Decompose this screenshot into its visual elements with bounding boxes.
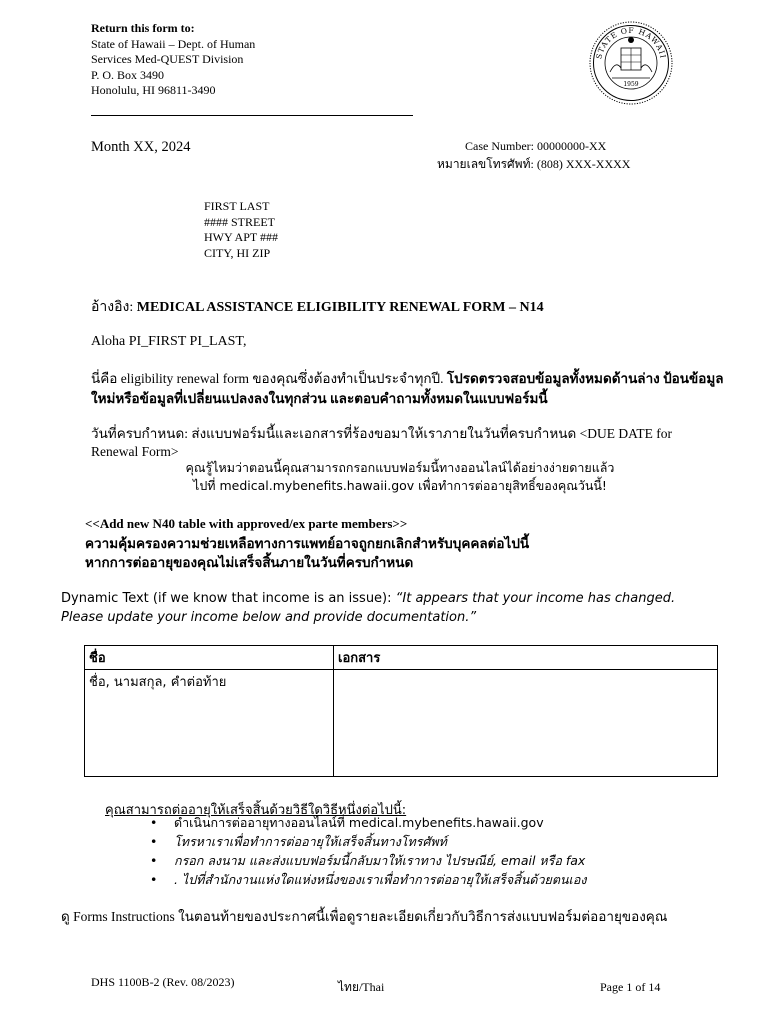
address-line: #### STREET bbox=[204, 214, 275, 229]
address-line: FIRST LAST bbox=[204, 199, 270, 213]
intro-paragraph bbox=[91, 369, 731, 409]
intro-normal: นี่คือ eligibility renewal form ของคุณซึ่งต้องทำเป็นประจำทุกปี. bbox=[91, 371, 447, 386]
online-line: ไปที่ medical.mybenefits.hawaii.gov เพื่อทำการต่ออายุสิทธิ์ของคุณวันนี้! bbox=[193, 478, 607, 493]
table-cell-documents bbox=[334, 670, 718, 777]
return-heading: Return this form to: bbox=[91, 21, 195, 35]
address-line: CITY, HI ZIP bbox=[204, 245, 271, 260]
renewal-option-online: ดำเนินการต่ออายุทางออนไลน์ที่ medical.mybenefits.hawaii.gov bbox=[174, 815, 544, 830]
dynamic-label: Dynamic Text (if we know that income is an issue): bbox=[61, 591, 396, 606]
subject-prefix: อ้างอิง: bbox=[91, 300, 137, 315]
online-line: คุณรู้ไหมว่าตอนนี้คุณสามารถกรอกแบบฟอร์มนี้ทางออนไลน์ได้อย่างง่ายดายแล้ว bbox=[185, 460, 615, 475]
renewal-option-in-person: . ไปที่สำนักงานแห่งใดแห่งหนึ่งของเราเพื่อทำการต่ออายุให้เสร็จสิ้นด้วยตนเอง bbox=[174, 872, 587, 887]
list-item bbox=[150, 870, 586, 889]
renewal-options-list bbox=[150, 813, 586, 889]
bullet-icon: • bbox=[150, 872, 158, 887]
page-number: Page 1 of 14 bbox=[600, 980, 661, 994]
recipient-address bbox=[204, 199, 278, 261]
dynamic-text bbox=[61, 589, 711, 627]
case-number: Case Number: 00000000-XX bbox=[465, 139, 607, 153]
table-row bbox=[85, 670, 718, 777]
renewal-option-mail: กรอก ลงนาม และส่งแบบฟอร์มนี้กลับมาให้เราทาง ไปรษณีย์, email หรือ fax bbox=[174, 853, 586, 868]
subject-line bbox=[91, 296, 544, 318]
due-date-paragraph: วันที่ครบกำหนด: ส่งแบบฟอร์มนี้และเอกสารที่ร้องขอมาให้เราภายในวันที่ครบกำหนด <DUE DATE for Renewal Form> bbox=[91, 426, 672, 459]
seal-year: 1959 bbox=[623, 81, 639, 88]
list-item bbox=[150, 813, 586, 832]
forms-instructions-note: ดู Forms Instructions ในตอนท้ายของประกาศนี้เพื่อดูรายละเอียดเกี่ยวกับวิธีการส่งแบบฟอร์มต่ออายุของคุณ bbox=[61, 909, 668, 924]
online-notice bbox=[150, 459, 650, 495]
header-divider bbox=[91, 115, 413, 116]
members-table bbox=[84, 645, 718, 777]
bullet-icon: • bbox=[150, 853, 158, 868]
return-line: State of Hawaii – Dept. of Human bbox=[91, 36, 256, 51]
bullet-icon: • bbox=[150, 834, 158, 849]
warning-line: ความคุ้มครองความช่วยเหลือทางการแพทย์อาจถูกยกเลิกสำหรับบุคคลต่อไปนี้ bbox=[85, 536, 530, 552]
address-line: HWY APT ### bbox=[204, 230, 279, 244]
subject-title: MEDICAL ASSISTANCE ELIGIBILITY RENEWAL FORM – N14 bbox=[136, 300, 544, 315]
intro-bold: โปรดตรวจสอบข้อมูลทั้งหมดด้านล่าง ป้อนข้อมูลใหม่หรือข้อมูลที่เปลี่ยนแปลงลงในทุกส่วน และตอบคำถามทั้งหมดในแบบฟอร์มนี้ bbox=[91, 371, 724, 406]
return-line: Services Med-QUEST Division bbox=[91, 52, 244, 66]
form-id: DHS 1100B-2 (Rev. 08/2023) bbox=[91, 975, 235, 989]
n40-placeholder: <<Add new N40 table with approved/ex parte members>> bbox=[85, 516, 408, 531]
return-line: P. O. Box 3490 bbox=[91, 67, 165, 82]
renewal-option-phone: โทรหาเราเพื่อทำการต่ออายุให้เสร็จสิ้นทางโทรศัพท์ bbox=[174, 834, 447, 849]
column-header-name: ชื่อ bbox=[85, 646, 334, 670]
column-header-documents: เอกสาร bbox=[334, 646, 718, 670]
state-seal-icon bbox=[588, 20, 674, 106]
list-item bbox=[150, 851, 586, 870]
renewal-options-title: คุณสามารถต่ออายุให้เสร็จสิ้นด้วยวิธีใดวิธีหนึ่งต่อไปนี้: bbox=[105, 803, 407, 818]
coverage-warning bbox=[85, 535, 529, 573]
list-item bbox=[150, 832, 586, 851]
language-label: ไทย/Thai bbox=[338, 980, 385, 994]
table-header-row bbox=[85, 646, 718, 670]
greeting: Aloha PI_FIRST PI_LAST, bbox=[91, 334, 247, 349]
phone-number: หมายเลขโทรศัพท์: (808) XXX-XXXX bbox=[437, 157, 631, 171]
table-cell-name: ชื่อ, นามสกุล, คำต่อท้าย bbox=[85, 670, 334, 777]
letter-date: Month XX, 2024 bbox=[91, 139, 191, 155]
dynamic-quote: “It appears that your income has changed. Please update your income below and provide documentation.” bbox=[61, 591, 676, 625]
return-address-block bbox=[91, 21, 255, 99]
return-line: Honolulu, HI 96811-3490 bbox=[91, 83, 216, 97]
warning-line: หากการต่ออายุของคุณไม่เสร็จสิ้นภายในวันที่ครบกำหนด bbox=[85, 555, 414, 571]
seal-text: STATE OF HAWAII bbox=[594, 25, 668, 60]
bullet-icon: • bbox=[150, 815, 158, 830]
